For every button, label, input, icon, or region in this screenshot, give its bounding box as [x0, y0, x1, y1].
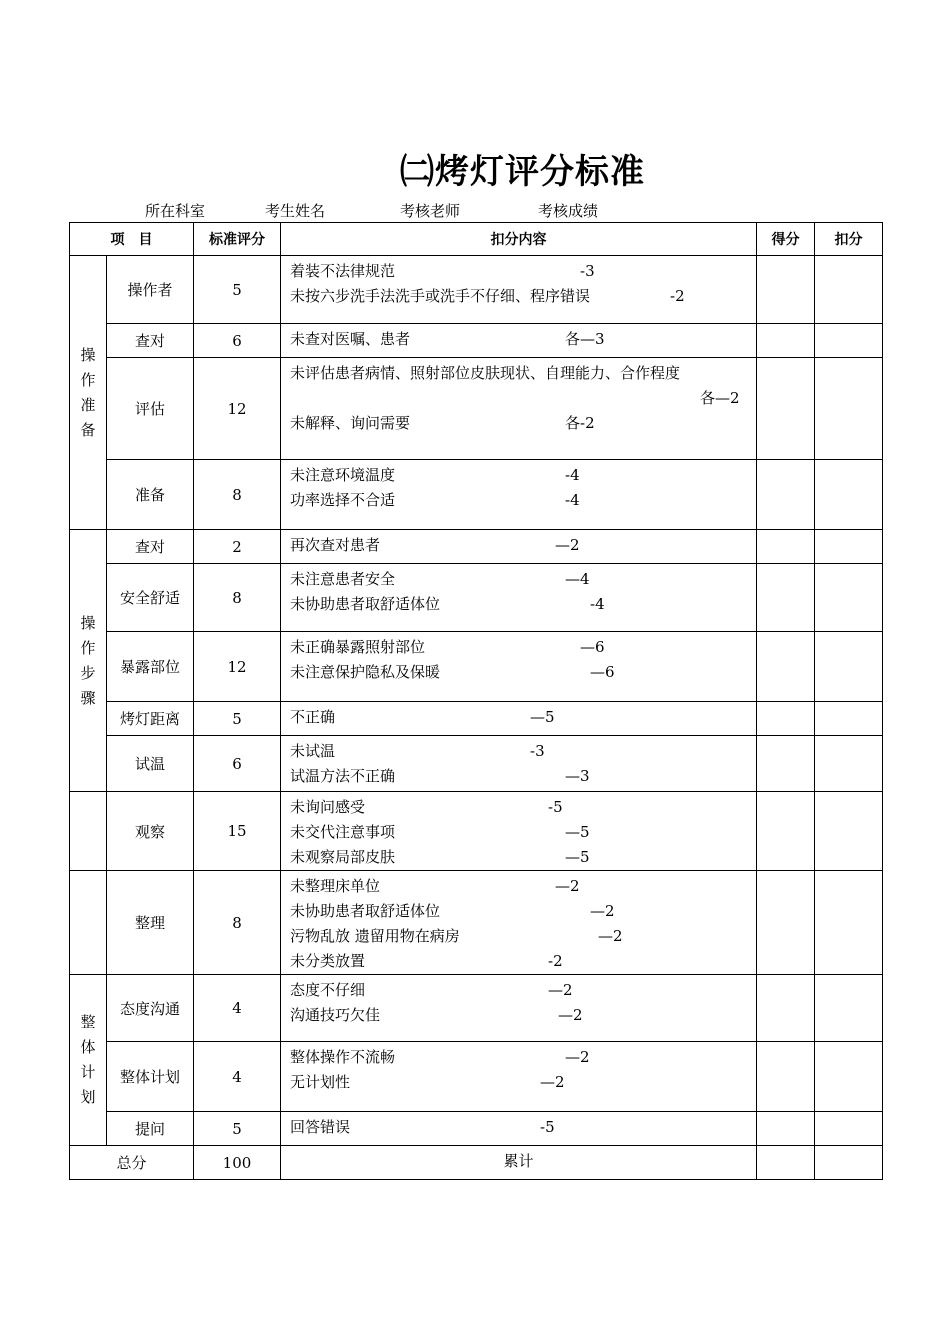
table-row [70, 530, 883, 564]
group-char: 骤 [80, 688, 96, 707]
deduction-points: 各-2 [565, 414, 595, 432]
cumulative-label: 累计 [281, 1146, 757, 1180]
total-score-input-cell[interactable] [757, 1146, 815, 1180]
deduction-text: 未询问感受 [290, 798, 366, 816]
result-label: 考核成绩 [538, 202, 599, 220]
deduction-content-cell [281, 632, 757, 702]
score-input-cell[interactable] [757, 324, 815, 358]
deduction-points: —2 [540, 1073, 565, 1091]
item-cell: 准备 [107, 460, 194, 530]
score-input-cell[interactable] [757, 460, 815, 530]
deduction-content-cell [281, 871, 757, 975]
standard-score-cell: 2 [194, 530, 281, 564]
deduction-points: 各—3 [565, 330, 605, 348]
item-cell: 查对 [107, 324, 194, 358]
deduction-line [290, 739, 748, 764]
deduction-text: 未协助患者取舒适体位 [290, 902, 441, 920]
deduct-input-cell[interactable] [815, 975, 883, 1042]
deduction-points: —2 [565, 1048, 590, 1066]
deduct-input-cell[interactable] [815, 1112, 883, 1146]
deduct-input-cell[interactable] [815, 792, 883, 871]
group-char: 操 [80, 613, 96, 632]
item-cell: 操作者 [107, 256, 194, 324]
deduction-content-cell [281, 736, 757, 792]
table-row [70, 324, 883, 358]
score-input-cell[interactable] [757, 358, 815, 460]
item-cell: 暴露部位 [107, 632, 194, 702]
header-row [70, 223, 883, 256]
deduction-points: —2 [598, 927, 623, 945]
deduction-line [290, 978, 748, 1003]
deduction-line [290, 660, 748, 685]
deduction-points: —5 [565, 848, 590, 866]
group-char: 体 [80, 1038, 96, 1056]
deduction-text: 未按六步洗手法洗手或洗手不仔细、程序错误 [290, 287, 591, 305]
deduction-content-cell [281, 702, 757, 736]
deduction-text: 态度不仔细 [290, 981, 366, 999]
table-row [70, 1112, 883, 1146]
deduction-points: —2 [555, 877, 580, 895]
deduction-line [290, 1045, 748, 1070]
score-input-cell[interactable] [757, 564, 815, 632]
deduct-input-cell[interactable] [815, 702, 883, 736]
deduction-text: 再次查对患者 [290, 536, 381, 554]
standard-score-cell: 6 [194, 736, 281, 792]
deduction-points: —5 [530, 708, 555, 726]
scoring-table [69, 222, 883, 1180]
deduction-line [290, 1115, 748, 1140]
item-cell: 安全舒适 [107, 564, 194, 632]
deduction-points: -5 [548, 798, 563, 816]
score-input-cell[interactable] [757, 736, 815, 792]
deduction-content-cell [281, 1112, 757, 1146]
standard-score-cell: 8 [194, 564, 281, 632]
deduction-line [290, 592, 748, 617]
deduction-line [290, 567, 748, 592]
deduction-text: 未分类放置 [290, 952, 366, 970]
deduct-input-cell[interactable] [815, 324, 883, 358]
deduction-content-cell [281, 792, 757, 871]
item-cell: 试温 [107, 736, 194, 792]
deduction-points: -2 [548, 952, 563, 970]
deduction-text: 未正确暴露照射部位 [290, 638, 426, 656]
deduction-text: 沟通技巧欠佳 [290, 1006, 381, 1024]
deduction-content-cell [281, 564, 757, 632]
deduction-points: —5 [565, 823, 590, 841]
deduction-text: 未试温 [290, 742, 336, 760]
deduction-line [290, 874, 748, 899]
deduction-text: 无计划性 [290, 1073, 351, 1091]
group-char: 步 [80, 663, 96, 682]
deduction-points: -3 [580, 262, 595, 280]
table-row [70, 564, 883, 632]
table-row [70, 632, 883, 702]
page-title: ㈡烤灯评分标准 [400, 152, 645, 192]
deduction-points: -4 [590, 595, 605, 613]
item-cell: 评估 [107, 358, 194, 460]
table-row [70, 256, 883, 324]
score-input-cell[interactable] [757, 975, 815, 1042]
deduct-input-cell[interactable] [815, 736, 883, 792]
deduction-points: —3 [565, 767, 590, 785]
score-input-cell[interactable] [757, 530, 815, 564]
header-deduct: 扣分 [815, 223, 883, 256]
standard-score-cell: 6 [194, 324, 281, 358]
deduct-input-cell[interactable] [815, 564, 883, 632]
deduction-line [290, 361, 748, 386]
deduction-points: -5 [540, 1118, 555, 1136]
deduction-points: -3 [530, 742, 545, 760]
deduct-input-cell[interactable] [815, 871, 883, 975]
standard-score-cell: 15 [194, 792, 281, 871]
group-char: 作 [80, 370, 96, 389]
deduction-line [290, 845, 748, 870]
deduction-line [290, 488, 748, 513]
header-score: 得分 [757, 223, 815, 256]
item-cell: 提问 [107, 1112, 194, 1146]
group-char: 操 [80, 345, 96, 364]
standard-score-cell: 5 [194, 256, 281, 324]
deduction-line [290, 795, 748, 820]
score-input-cell[interactable] [757, 1112, 815, 1146]
deduction-line [290, 259, 748, 284]
deduction-points: -4 [565, 491, 580, 509]
deduction-content-cell [281, 530, 757, 564]
standard-score-cell: 8 [194, 871, 281, 975]
deduction-line [290, 533, 748, 558]
deduction-text: 试温方法不正确 [290, 767, 396, 785]
standard-score-cell: 4 [194, 975, 281, 1042]
deduction-text: 功率选择不合适 [290, 491, 396, 509]
standard-score-cell: 5 [194, 1112, 281, 1146]
header-item: 项 目 [70, 223, 194, 256]
deduction-text: 未注意保护隐私及保暖 [290, 663, 441, 681]
deduction-text: 未注意患者安全 [290, 570, 396, 588]
table-row [70, 736, 883, 792]
deduction-line [290, 411, 748, 436]
group-char: 作 [80, 638, 96, 657]
examinee-label: 考生姓名 [265, 202, 326, 220]
item-cell: 观察 [107, 792, 194, 871]
header-standard-score: 标准评分 [194, 223, 281, 256]
deduction-text: 未整理床单位 [290, 877, 381, 895]
score-input-cell[interactable] [757, 632, 815, 702]
deduct-input-cell[interactable] [815, 632, 883, 702]
score-input-cell[interactable] [757, 792, 815, 871]
total-row [70, 1146, 883, 1180]
deduct-input-cell[interactable] [815, 358, 883, 460]
table-row [70, 792, 883, 871]
deduction-points: —4 [565, 570, 590, 588]
group-cell [70, 792, 107, 871]
group-cell [70, 871, 107, 975]
deduction-text: 未查对医嘱、患者 [290, 330, 411, 348]
deduction-line [290, 764, 748, 789]
deduction-line [290, 635, 748, 660]
group-char: 计 [80, 1063, 96, 1081]
deduction-line [290, 1070, 748, 1095]
item-cell: 整体计划 [107, 1042, 194, 1112]
deduction-line [290, 924, 748, 949]
deduction-line [290, 463, 748, 488]
standard-score-cell: 5 [194, 702, 281, 736]
standard-score-cell: 12 [194, 632, 281, 702]
deduction-text: 不正确 [290, 708, 336, 726]
group-cell [70, 256, 107, 530]
header-deduction-content: 扣分内容 [281, 223, 757, 256]
deduction-text: 未注意环境温度 [290, 466, 396, 484]
table-row [70, 975, 883, 1042]
deduction-text: 整体操作不流畅 [290, 1048, 396, 1066]
deduction-text: 未协助患者取舒适体位 [290, 595, 441, 613]
deduction-points: —6 [580, 638, 605, 656]
item-cell: 烤灯距离 [107, 702, 194, 736]
deduction-line [290, 820, 748, 845]
deduction-points: -4 [565, 466, 580, 484]
total-label: 总分 [70, 1146, 194, 1180]
score-input-cell[interactable] [757, 702, 815, 736]
table-row [70, 358, 883, 460]
score-input-cell[interactable] [757, 256, 815, 324]
deduction-points: —2 [590, 902, 615, 920]
deduction-text: 回答错误 [290, 1118, 351, 1136]
deduct-input-cell[interactable] [815, 1042, 883, 1112]
score-input-cell[interactable] [757, 1042, 815, 1112]
table-row [70, 871, 883, 975]
total-score: 100 [194, 1146, 281, 1180]
deduction-line [290, 386, 748, 411]
deduction-content-cell [281, 324, 757, 358]
deduction-line [290, 1003, 748, 1028]
group-char: 划 [80, 1088, 96, 1106]
score-input-cell[interactable] [757, 871, 815, 975]
item-cell: 整理 [107, 871, 194, 975]
department-label: 所在科室 [145, 202, 206, 220]
table-row [70, 1042, 883, 1112]
deduction-content-cell [281, 975, 757, 1042]
item-cell: 态度沟通 [107, 975, 194, 1042]
deduction-line [290, 899, 748, 924]
deduction-text: 未观察局部皮肤 [290, 848, 396, 866]
deduction-points: —2 [548, 981, 573, 999]
deduction-text: 未交代注意事项 [290, 823, 396, 841]
group-char: 整 [80, 1013, 96, 1031]
deduction-points: —6 [590, 663, 615, 681]
group-char: 准 [80, 395, 96, 414]
group-cell [70, 975, 107, 1146]
item-cell: 查对 [107, 530, 194, 564]
deduction-content-cell [281, 256, 757, 324]
table-row [70, 460, 883, 530]
deduction-content-cell [281, 1042, 757, 1112]
deduction-line [290, 705, 748, 730]
deduction-line [290, 284, 748, 309]
deduction-line [290, 949, 748, 974]
deduction-text: 污物乱放 遗留用物在病房 [290, 927, 460, 945]
deduction-text: 未评估患者病情、照射部位皮肤现状、自理能力、合作程度 [290, 364, 681, 382]
group-char: 备 [80, 420, 96, 439]
deduction-content-cell [281, 358, 757, 460]
deduction-points: 各—2 [700, 389, 740, 407]
deduct-input-cell[interactable] [815, 256, 883, 324]
deduction-points: —2 [555, 536, 580, 554]
standard-score-cell: 12 [194, 358, 281, 460]
table-row [70, 702, 883, 736]
group-cell [70, 530, 107, 792]
deduction-points: —2 [558, 1006, 583, 1024]
deduction-points: -2 [670, 287, 685, 305]
deduction-text: 着装不法律规范 [290, 262, 396, 280]
deduct-input-cell[interactable] [815, 530, 883, 564]
deduction-content-cell [281, 460, 757, 530]
deduct-input-cell[interactable] [815, 460, 883, 530]
examiner-label: 考核老师 [400, 202, 461, 220]
deduction-text: 未解释、询问需要 [290, 414, 411, 432]
deduction-line [290, 327, 748, 352]
standard-score-cell: 8 [194, 460, 281, 530]
total-deduct-input-cell[interactable] [815, 1146, 883, 1180]
standard-score-cell: 4 [194, 1042, 281, 1112]
